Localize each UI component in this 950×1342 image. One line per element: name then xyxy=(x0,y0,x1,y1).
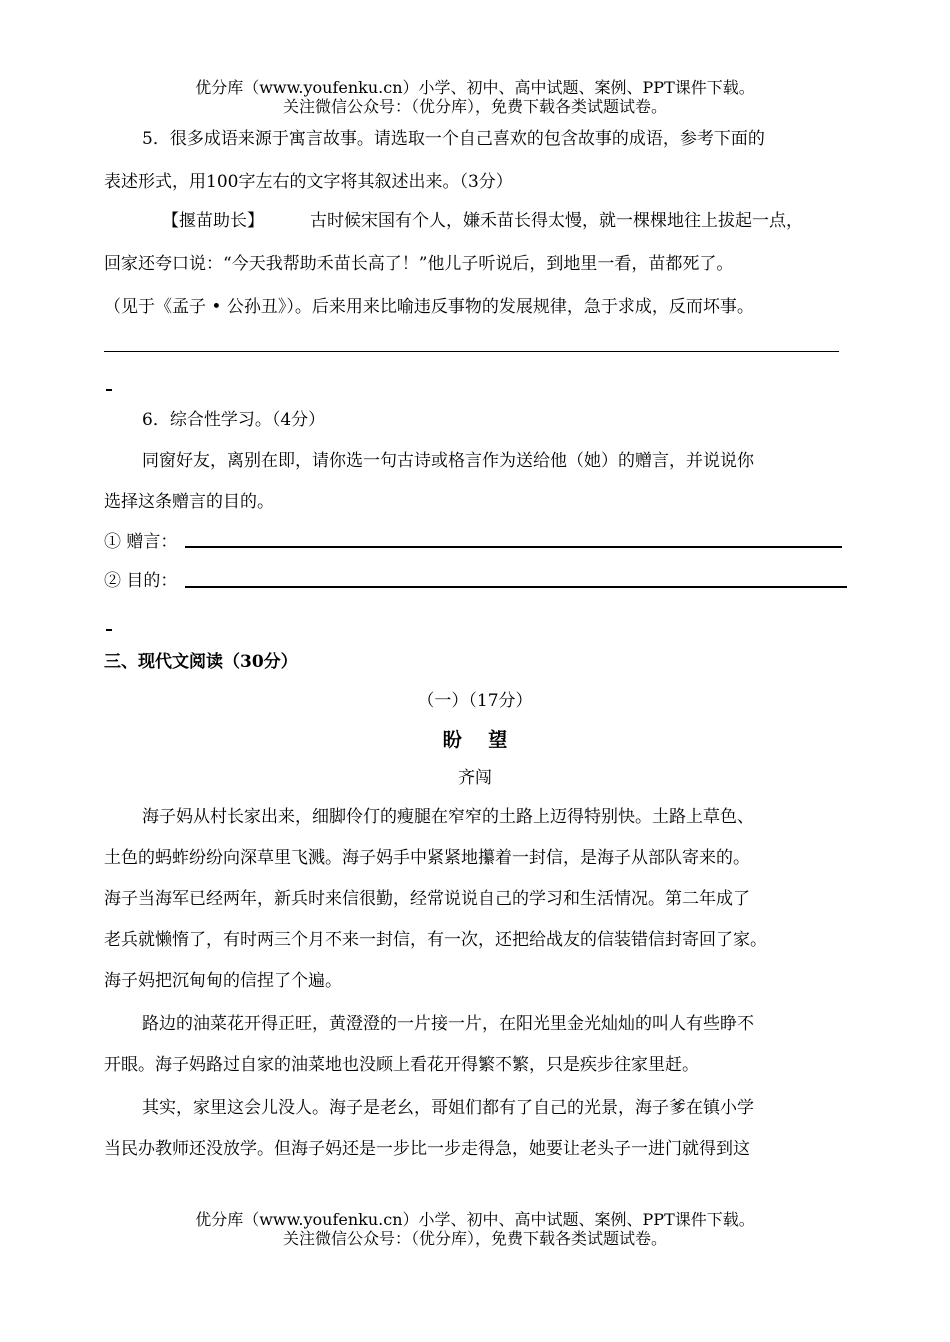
q6-line-1: 同窗好友，离别在即，请你选一句古诗或格言作为送给他（她）的赠言，并说说你 xyxy=(142,451,754,471)
q6-title: 6．综合性学习。（4分） xyxy=(142,410,326,430)
article-title: 盼 望 xyxy=(442,729,508,751)
header-line-1: 优分库（www.youfenku.cn）小学、初中、高中试题、案例、PPT课件下载。 xyxy=(195,78,755,97)
q6-item1-answer-line[interactable] xyxy=(185,546,842,548)
q5-example-line-3: （见于《孟子 • 公孙丑》）。后来用来比喻违反事物的发展规律，急于求成，反而坏事。 xyxy=(104,297,754,317)
article-p1-line: 老兵就懒惰了，有时两三个月不来一封信，有一次，还把给战友的信装错信封寄回了家。 xyxy=(104,930,767,950)
header-line-2: 关注微信公众号：（优分库），免费下载各类试题试卷。 xyxy=(282,97,667,116)
article-p2-line: 开眼。海子妈路过自家的油菜地也没顾上看花开得繁不繁，只是疾步往家里赶。 xyxy=(104,1055,699,1075)
article-p2-line: 路边的油菜花开得正旺，黄澄澄的一片接一片，在阳光里金光灿灿的叫人有些睁不 xyxy=(142,1014,754,1034)
answer-line-tail xyxy=(106,389,112,391)
footer-line-2: 关注微信公众号：（优分库），免费下载各类试题试卷。 xyxy=(282,1229,667,1248)
article-p1-line: 土色的蚂蚱纷纷向深草里飞溅。海子妈手中紧紧地攥着一封信，是海子从部队寄来的。 xyxy=(104,848,750,868)
q6-item2-answer-line[interactable] xyxy=(185,586,847,588)
q6-item2-label: ② 目的： xyxy=(104,571,178,591)
article-author: 齐闯 xyxy=(458,768,492,788)
answer-line-tail xyxy=(106,629,112,631)
section3-part: （一）（17分） xyxy=(417,691,533,711)
article-p1-line: 海子当海军已经两年，新兵时来信很勤，经常说说自己的学习和生活情况。第二年成了 xyxy=(104,889,750,909)
q5-example-label: 【揠苗助长】 xyxy=(162,211,264,231)
article-p3-line: 当民办教师还没放学。但海子妈还是一步比一步走得急，她要让老头子一进门就得到这 xyxy=(104,1139,750,1159)
q5-example-line-2: 回家还夸口说：“今天我帮助禾苗长高了！”他儿子听说后，到地里一看，苗都死了。 xyxy=(104,254,734,274)
article-p1-line: 海子妈把沉甸甸的信捏了个遍。 xyxy=(104,971,342,991)
q6-line-2: 选择这条赠言的目的。 xyxy=(104,492,274,512)
q5-line-1: 5．很多成语来源于寓言故事。请选取一个自己喜欢的包含故事的成语，参考下面的 xyxy=(142,129,765,149)
q5-line-2: 表述形式，用100字左右的文字将其叙述出来。（3分） xyxy=(104,172,513,192)
article-p1-line: 海子妈从村长家出来，细脚伶仃的瘦腿在窄窄的土路上迈得特别快。土路上草色、 xyxy=(142,807,754,827)
q5-example-line-1: 古时候宋国有个人，嫌禾苗长得太慢，就一棵棵地往上拔起一点， xyxy=(310,211,803,231)
q6-item1-label: ① 赠言： xyxy=(104,532,178,552)
footer-line-1: 优分库（www.youfenku.cn）小学、初中、高中试题、案例、PPT课件下载。 xyxy=(195,1210,755,1229)
section3-title: 三、现代文阅读（30分） xyxy=(104,652,298,672)
q5-answer-line[interactable] xyxy=(104,351,839,352)
article-p3-line: 其实，家里这会儿没人。海子是老幺，哥姐们都有了自己的光景，海子爹在镇小学 xyxy=(142,1098,754,1118)
